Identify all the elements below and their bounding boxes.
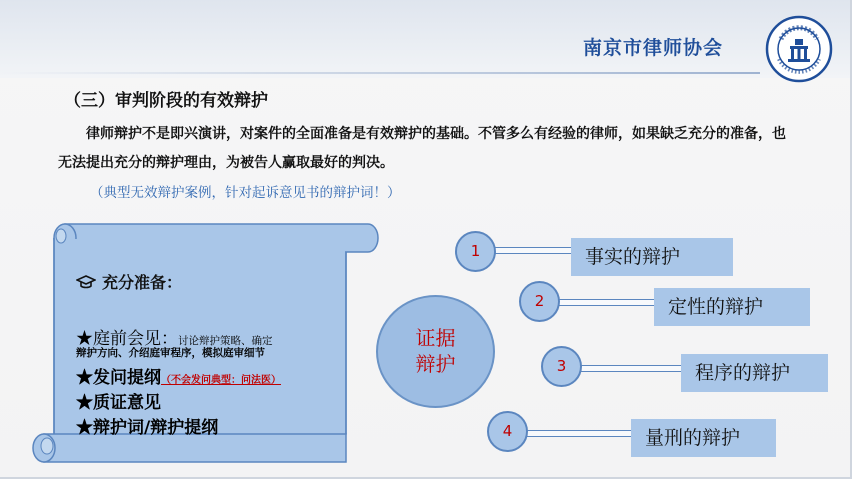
prep-item-4	[76, 413, 218, 438]
note-text: （典型无效辩护案例，针对起诉意见书的辩护词！）	[90, 185, 401, 201]
branch-number-1: 1	[455, 231, 496, 272]
header-divider	[0, 72, 760, 74]
branch-label-1: 事实的辩护	[571, 238, 733, 276]
star-icon: ★	[76, 418, 93, 438]
star-icon: ★	[76, 393, 93, 413]
prep-item-main: 辩护词/辩护提纲	[93, 418, 219, 438]
branch-connector-3	[580, 365, 683, 372]
prep-item-main: 质证意见	[93, 393, 161, 413]
prep-item-3	[76, 388, 161, 413]
prep-item-detail: 讨论辩护策略、确定	[178, 335, 273, 347]
prep-item-main: 发问提纲	[93, 368, 161, 388]
center-label-line2: 辩护	[415, 352, 456, 376]
prep-item-main: 庭前会见：	[93, 329, 178, 349]
center-label	[376, 325, 495, 377]
section-title: （三）审判阶段的有效辩护	[64, 91, 268, 111]
branch-label-3: 程序的辩护	[681, 354, 828, 392]
branch-label-4: 量刑的辩护	[631, 419, 776, 457]
prep-item-red-note: （不会发问典型：问法医）	[161, 375, 281, 386]
branch-label-2: 定性的辩护	[654, 288, 810, 326]
prep-item-detail-line2: 辩护方向、介绍庭审程序，模拟庭审细节	[76, 347, 265, 359]
branch-number-4: 4	[487, 411, 528, 452]
branch-connector-2	[558, 299, 656, 306]
branch-number-2: 2	[519, 281, 560, 322]
center-label-line1: 证据	[415, 326, 456, 350]
org-name: 南京市律师协会	[583, 37, 724, 59]
graduation-cap-icon	[76, 274, 96, 290]
branch-connector-1	[494, 247, 572, 254]
prep-heading	[76, 270, 346, 293]
prep-title: 充分准备：	[102, 273, 183, 292]
body-paragraph: 律师辩护不是即兴演讲，对案件的全面准备是有效辩护的基础。不管多么有经验的律师，如果缺乏充分的准备，也无法提出充分的辩护理由，为被告人赢取最好的判决。	[58, 126, 786, 171]
branch-connector-4	[526, 430, 634, 437]
prep-item-2	[76, 363, 281, 388]
nanjing-lawyers-association-logo-icon	[765, 15, 833, 83]
scroll-content	[76, 270, 346, 293]
branch-number-3: 3	[541, 346, 582, 387]
header-band	[0, 0, 852, 78]
star-icon: ★	[76, 368, 93, 388]
star-icon: ★	[76, 329, 93, 349]
